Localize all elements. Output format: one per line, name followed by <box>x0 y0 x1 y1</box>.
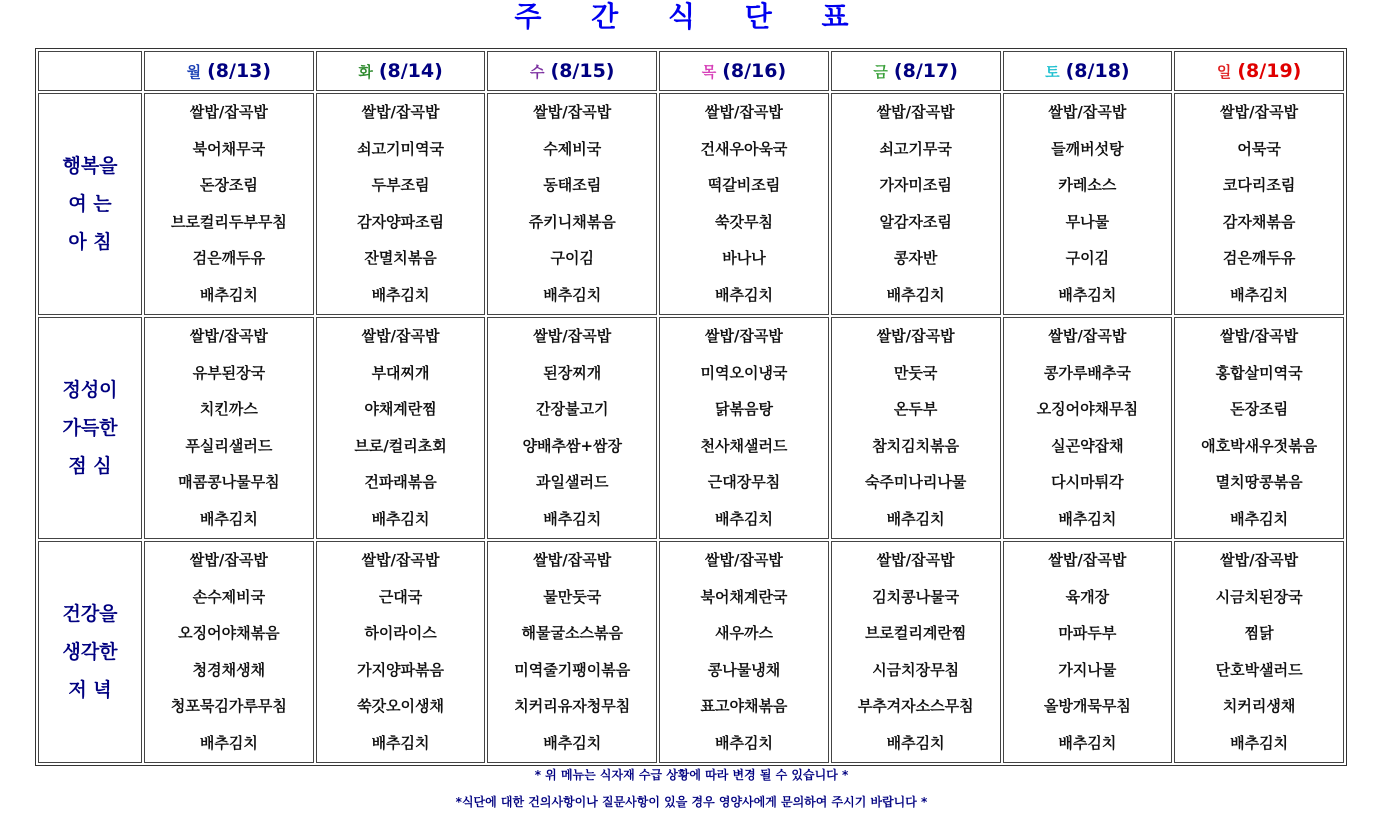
menu-item: 시금치장무침 <box>872 660 960 679</box>
menu-item: 부대찌개 <box>371 363 430 382</box>
meal-label <box>38 317 142 539</box>
menu-item: 홍합살미역국 <box>1215 363 1303 382</box>
menu-item: 쑥갓무침 <box>714 212 773 231</box>
menu-item: 배추김치 <box>199 733 258 752</box>
menu-item: 쌀밥/잡곡밥 <box>1048 551 1127 569</box>
menu-item: 멸치땅콩볶음 <box>1215 473 1303 491</box>
menu-item: 콩가루배추국 <box>1043 363 1131 382</box>
menu-item: 양배추쌈+쌈장 <box>522 436 623 455</box>
menu-item: 새우까스 <box>714 624 773 642</box>
menu-item: 구이김 <box>1065 249 1110 267</box>
meal-label <box>38 541 142 763</box>
menu-item: 해물굴소스볶음 <box>521 624 623 642</box>
menu-item: 두부조림 <box>371 176 430 194</box>
menu-item: 배추김치 <box>371 509 430 528</box>
meal-label-line: 정성이 <box>62 379 118 401</box>
menu-item: 콩나물냉채 <box>707 660 781 679</box>
menu-item: 간장불고기 <box>536 400 609 418</box>
day-date: (8/16) <box>722 60 787 82</box>
menu-item: 청포묵김가루무침 <box>170 697 287 715</box>
day-icon: 금 <box>873 63 888 81</box>
menu-item: 쌀밥/잡곡밥 <box>1220 103 1299 121</box>
meal-label-line: 가득한 <box>62 417 118 439</box>
menu-item: 김치콩나물국 <box>872 587 960 606</box>
menu-cell <box>1003 93 1173 315</box>
menu-item: 배추김치 <box>371 733 430 752</box>
menu-item: 쌀밥/잡곡밥 <box>361 551 440 569</box>
menu-item: 과일샐러드 <box>536 473 609 491</box>
meal-label-line: 아 침 <box>68 231 112 253</box>
menu-item: 배추김치 <box>1230 733 1289 752</box>
menu-item: 배추김치 <box>1058 509 1117 528</box>
meal-row-dinner <box>38 541 1344 763</box>
menu-cell <box>487 317 657 539</box>
menu-item: 유부된장국 <box>192 363 266 382</box>
menu-cell <box>316 541 486 763</box>
menu-cell <box>831 317 1001 539</box>
menu-item: 무나물 <box>1065 212 1110 231</box>
menu-item: 쌀밥/잡곡밥 <box>189 103 268 121</box>
menu-item: 북어채무국 <box>192 139 266 158</box>
menu-item: 쥬키니채볶음 <box>528 212 616 231</box>
menu-item: 건파래볶음 <box>364 473 437 491</box>
menu-item: 들깨버섯탕 <box>1051 139 1124 158</box>
menu-item: 동태조림 <box>543 176 602 194</box>
day-icon: 수 <box>530 63 545 81</box>
menu-item: 미역오이냉국 <box>700 363 788 382</box>
menu-item: 쌀밥/잡곡밥 <box>1220 551 1299 569</box>
menu-item: 쌀밥/잡곡밥 <box>876 327 955 345</box>
menu-item: 쌀밥/잡곡밥 <box>1048 327 1127 345</box>
menu-item: 근대장무침 <box>707 473 781 491</box>
menu-item: 배추김치 <box>886 509 945 528</box>
menu-item: 코다리조림 <box>1222 176 1296 194</box>
meal-label-line: 건강을 <box>62 603 118 625</box>
menu-item: 육개장 <box>1065 587 1110 606</box>
menu-item: 쌀밥/잡곡밥 <box>704 103 783 121</box>
menu-cell <box>316 317 486 539</box>
day-icon: 토 <box>1045 63 1060 81</box>
menu-item: 쌀밥/잡곡밥 <box>361 103 440 121</box>
menu-item: 쌀밥/잡곡밥 <box>1048 103 1127 121</box>
menu-item: 온두부 <box>893 400 938 418</box>
meal-row-breakfast <box>38 93 1344 315</box>
menu-item: 실곤약잡채 <box>1051 436 1124 455</box>
day-header-tue <box>316 51 486 91</box>
menu-item: 쌀밥/잡곡밥 <box>189 327 268 345</box>
menu-item: 쌀밥/잡곡밥 <box>189 551 268 569</box>
menu-item: 쌀밥/잡곡밥 <box>533 327 612 345</box>
menu-cell <box>659 93 829 315</box>
menu-item: 돈장조림 <box>199 176 258 194</box>
menu-item: 쌀밥/잡곡밥 <box>704 327 783 345</box>
menu-item: 구이김 <box>550 249 594 267</box>
menu-item: 배추김치 <box>1230 509 1289 528</box>
day-date: (8/19) <box>1237 60 1302 82</box>
menu-item: 애호박새우젓볶음 <box>1201 436 1318 455</box>
menu-item: 닭볶음탕 <box>714 400 773 418</box>
menu-cell <box>144 317 314 539</box>
notice-menu-change: * 위 메뉴는 식자재 수급 상황에 따라 변경 될 수 있습니다 * <box>534 768 849 782</box>
menu-cell <box>316 93 486 315</box>
menu-item: 치커리유자청무침 <box>514 697 631 715</box>
menu-cell <box>487 541 657 763</box>
day-icon: 화 <box>358 63 373 81</box>
menu-item: 가지양파볶음 <box>357 660 445 679</box>
meal-label-line: 저 녁 <box>68 679 112 701</box>
menu-item: 푸실리샐러드 <box>185 436 273 455</box>
menu-item: 어묵국 <box>1237 139 1281 158</box>
menu-item: 찜닭 <box>1244 624 1274 642</box>
day-date: (8/14) <box>378 60 443 82</box>
day-header-fri <box>831 51 1001 91</box>
menu-item: 가자미조림 <box>879 176 952 194</box>
menu-item: 단호박샐러드 <box>1215 660 1303 679</box>
menu-item: 쌀밥/잡곡밥 <box>876 551 955 569</box>
menu-item: 감자채볶음 <box>1222 212 1296 231</box>
meal-label-line: 생각한 <box>62 641 118 663</box>
menu-item: 배추김치 <box>1230 285 1289 304</box>
day-header-sat <box>1003 51 1173 91</box>
day-header-wed <box>487 51 657 91</box>
menu-item: 수제비국 <box>543 139 602 158</box>
menu-item: 표고야채볶음 <box>700 697 788 715</box>
menu-item: 배추김치 <box>199 509 258 528</box>
menu-item: 돈장조림 <box>1230 400 1289 418</box>
menu-item: 손수제비국 <box>192 587 266 606</box>
menu-item: 매콤콩나물무침 <box>178 473 280 491</box>
day-header-sun <box>1174 51 1344 91</box>
menu-cell <box>144 541 314 763</box>
menu-item: 쌀밥/잡곡밥 <box>704 551 783 569</box>
menu-item: 배추김치 <box>371 285 430 304</box>
menu-cell <box>144 93 314 315</box>
menu-item: 콩자반 <box>893 249 938 267</box>
menu-item: 된장찌개 <box>543 363 602 382</box>
meal-label-line: 행복을 <box>62 155 118 177</box>
menu-item: 잔멸치볶음 <box>364 249 437 267</box>
menu-item: 카레소스 <box>1058 176 1117 194</box>
menu-item: 근대국 <box>378 587 423 606</box>
menu-item: 배추김치 <box>714 733 773 752</box>
menu-item: 물만둣국 <box>543 587 602 606</box>
menu-item: 배추김치 <box>543 285 602 304</box>
menu-item: 감자양파조림 <box>357 212 445 231</box>
menu-item: 가지나물 <box>1058 660 1117 679</box>
menu-item: 쇠고기무국 <box>879 139 952 158</box>
menu-item: 야채계란찜 <box>364 400 437 418</box>
menu-item: 배추김치 <box>886 733 945 752</box>
day-date: (8/18) <box>1065 60 1130 82</box>
menu-item: 배추김치 <box>1058 733 1117 752</box>
menu-item: 하이라이스 <box>364 624 437 642</box>
menu-item: 오징어야채무침 <box>1036 400 1139 418</box>
menu-item: 쌀밥/잡곡밥 <box>533 103 612 121</box>
menu-cell <box>1003 317 1173 539</box>
menu-cell <box>831 93 1001 315</box>
menu-item: 브로컬리계란찜 <box>864 624 967 642</box>
day-date: (8/17) <box>893 60 958 82</box>
menu-item: 배추김치 <box>199 285 258 304</box>
menu-cell <box>659 541 829 763</box>
menu-item: 쇠고기미역국 <box>357 139 445 158</box>
menu-cell <box>1174 317 1344 539</box>
menu-cell <box>487 93 657 315</box>
menu-item: 쌀밥/잡곡밥 <box>533 551 612 569</box>
menu-item: 청경채생채 <box>192 660 266 679</box>
menu-item: 브로/컬리초회 <box>354 436 447 455</box>
day-header-row <box>38 51 1344 91</box>
menu-cell <box>1003 541 1173 763</box>
day-icon: 일 <box>1216 63 1232 81</box>
menu-cell <box>831 541 1001 763</box>
menu-cell <box>659 317 829 539</box>
menu-item: 만둣국 <box>893 363 938 382</box>
menu-item: 천사채샐러드 <box>700 436 788 455</box>
menu-item: 치킨까스 <box>199 400 258 418</box>
menu-item: 쌀밥/잡곡밥 <box>876 103 955 121</box>
menu-item: 마파두부 <box>1058 624 1117 642</box>
weekly-menu-table <box>35 48 1347 766</box>
menu-item: 숙주미나리나물 <box>864 473 967 491</box>
menu-item: 떡갈비조림 <box>707 176 781 194</box>
menu-item: 참치김치볶음 <box>872 436 960 455</box>
corner-cell <box>38 51 142 91</box>
menu-item: 쌀밥/잡곡밥 <box>1220 327 1299 345</box>
day-header-thu <box>659 51 829 91</box>
menu-item: 다시마튀각 <box>1051 473 1124 491</box>
menu-item: 알감자조림 <box>879 212 952 231</box>
menu-item: 검은깨두유 <box>1222 249 1296 267</box>
menu-item: 쑥갓오이생채 <box>357 697 445 715</box>
menu-item: 배추김치 <box>714 285 773 304</box>
menu-item: 배추김치 <box>543 509 602 528</box>
menu-item: 건새우아욱국 <box>700 139 788 158</box>
menu-item: 치커리생채 <box>1222 697 1296 715</box>
page-title: 주 간 식 단 표 <box>514 0 869 33</box>
day-icon: 월 <box>186 63 202 81</box>
day-date: (8/13) <box>207 60 272 82</box>
menu-item: 올방개묵무침 <box>1043 697 1131 715</box>
menu-item: 바나나 <box>722 249 766 267</box>
meal-row-lunch <box>38 317 1344 539</box>
menu-item: 미역줄기팽이볶음 <box>514 660 631 679</box>
menu-cell <box>1174 541 1344 763</box>
menu-item: 배추김치 <box>543 733 602 752</box>
meal-label <box>38 93 142 315</box>
meal-label-line: 점 심 <box>68 455 112 477</box>
menu-item: 배추김치 <box>886 285 945 304</box>
menu-cell <box>1174 93 1344 315</box>
day-date: (8/15) <box>550 60 615 82</box>
menu-item: 쌀밥/잡곡밥 <box>361 327 440 345</box>
menu-item: 배추김치 <box>714 509 773 528</box>
menu-item: 북어채계란국 <box>700 587 788 606</box>
day-icon: 목 <box>701 63 717 81</box>
menu-item: 시금치된장국 <box>1215 587 1303 606</box>
menu-item: 브로컬리두부무침 <box>170 212 287 231</box>
menu-item: 부추겨자소스무침 <box>857 697 974 715</box>
meal-label-line: 여 는 <box>68 193 112 215</box>
menu-item: 배추김치 <box>1058 285 1117 304</box>
menu-item: 검은깨두유 <box>192 249 266 267</box>
notice-contact: *식단에 대한 건의사항이나 질문사항이 있을 경우 영양사에게 문의하여 주시기 바랍니다 * <box>455 795 928 809</box>
day-header-mon <box>144 51 314 91</box>
menu-item: 오징어야채볶음 <box>178 624 280 642</box>
